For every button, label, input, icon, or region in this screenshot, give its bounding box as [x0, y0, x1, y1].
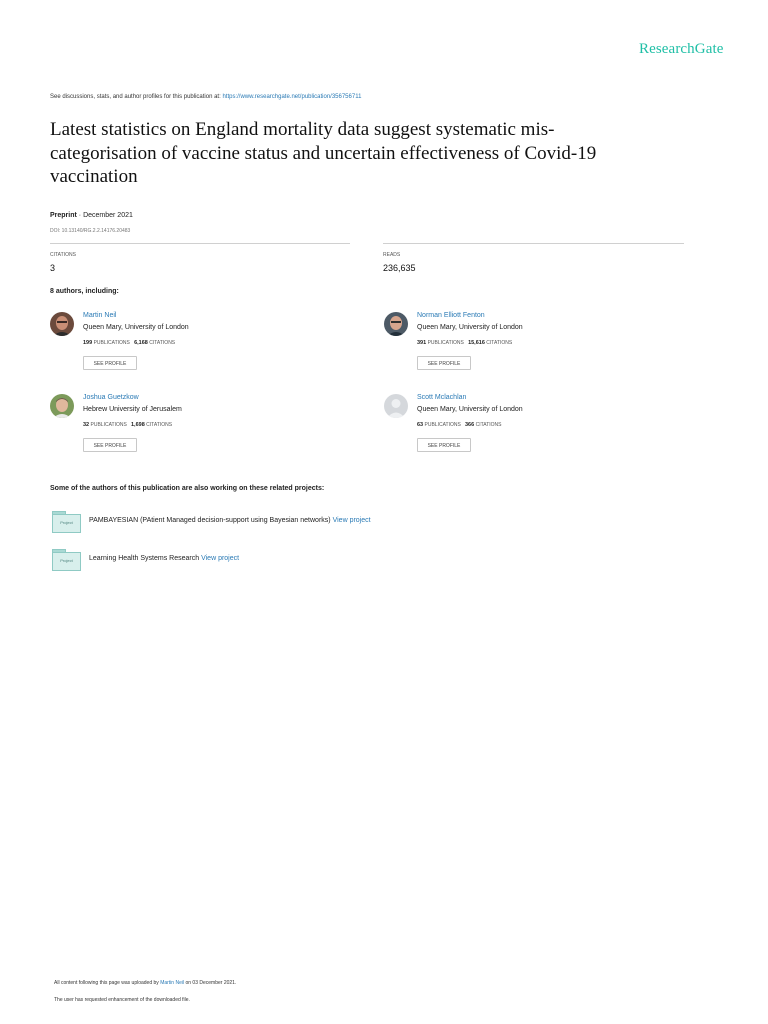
author-citations-label: CITATIONS [475, 422, 502, 428]
discussion-prefix: See discussions, stats, and author profiles for this publication at: [50, 94, 221, 100]
publication-meta [50, 212, 133, 219]
folder-icon [52, 511, 81, 533]
project-name: PAMBAYESIAN (PAtient Managed decision-support using Bayesian networks) [89, 517, 331, 524]
project-text [89, 517, 371, 524]
author-citations-label: CITATIONS [486, 340, 513, 346]
author-institution: Queen Mary, University of London [417, 324, 523, 331]
author-name-link[interactable]: Martin Neil [83, 312, 117, 319]
reads-label: READS [383, 252, 401, 258]
project-text [89, 555, 239, 562]
author-institution: Queen Mary, University of London [83, 324, 189, 331]
author-citations-label: CITATIONS [149, 340, 176, 346]
author-publications-count: 63 [417, 422, 424, 428]
divider-left [50, 243, 350, 244]
uploader-link[interactable]: Martin Neil [160, 980, 185, 986]
upload-note [54, 980, 236, 986]
see-profile-button[interactable]: SEE PROFILE [417, 438, 471, 452]
author-stats [417, 422, 502, 428]
author-citations-label: CITATIONS [146, 422, 173, 428]
author-publications-label: PUBLICATIONS [93, 340, 130, 346]
author-avatar-icon[interactable] [50, 312, 74, 336]
view-project-link[interactable]: View project [201, 555, 240, 562]
citations-count: 3 [50, 263, 56, 273]
projects-heading: Some of the authors of this publication are also working on these related projects: [50, 485, 325, 492]
folder-icon [52, 549, 81, 571]
author-publications-count: 391 [417, 340, 427, 346]
author-card [384, 394, 684, 464]
author-name-link[interactable]: Norman Elliott Fenton [417, 312, 485, 319]
publication-url-link[interactable]: https://www.researchgate.net/publication/356756711 [222, 94, 362, 100]
author-avatar-placeholder-icon[interactable] [384, 394, 408, 418]
publication-title: Latest statistics on England mortality data suggest systematic mis-categorisation of vaccine status and uncertain effectiveness of Covid-19 vaccination [50, 119, 597, 187]
author-citations-count: 366 [465, 422, 475, 428]
folder-label: Project [60, 558, 73, 563]
enhancement-note: The user has requested enhancement of the downloaded file. [54, 997, 190, 1003]
project-item [52, 511, 652, 535]
author-publications-label: PUBLICATIONS [90, 422, 127, 428]
author-card [384, 312, 684, 382]
author-card [50, 394, 350, 464]
author-name-link[interactable]: Joshua Guetzkow [83, 394, 139, 401]
author-citations-count: 15,616 [468, 340, 485, 346]
researchgate-logo[interactable]: ResearchGate [639, 41, 724, 57]
authors-heading: 8 authors, including: [50, 288, 119, 295]
see-profile-button[interactable]: SEE PROFILE [417, 356, 471, 370]
author-stats [417, 340, 512, 346]
reads-count: 236,635 [383, 263, 416, 273]
see-profile-button[interactable]: SEE PROFILE [83, 356, 137, 370]
author-institution: Hebrew University of Jerusalem [83, 406, 182, 413]
author-publications-label: PUBLICATIONS [427, 340, 464, 346]
author-card [50, 312, 350, 382]
author-avatar-icon[interactable] [50, 394, 74, 418]
citations-label: CITATIONS [50, 252, 76, 258]
view-project-link[interactable]: View project [332, 517, 371, 524]
author-citations-count: 1,698 [131, 422, 145, 428]
publication-type: Preprint [50, 212, 77, 219]
author-name-link[interactable]: Scott Mclachlan [417, 394, 467, 401]
author-institution: Queen Mary, University of London [417, 406, 523, 413]
author-avatar-icon[interactable] [384, 312, 408, 336]
publication-date: · December 2021 [78, 212, 133, 219]
publication-doi: DOI: 10.13140/RG.2.2.14176.20483 [50, 228, 131, 234]
upload-prefix: All content following this page was uploaded by [54, 980, 159, 986]
author-stats [83, 422, 172, 428]
author-stats [83, 340, 175, 346]
upload-suffix: on 03 December 2021. [185, 980, 237, 986]
see-profile-button[interactable]: SEE PROFILE [83, 438, 137, 452]
author-publications-label: PUBLICATIONS [424, 422, 461, 428]
discussion-line [50, 94, 361, 100]
divider-right [383, 243, 684, 244]
project-item [52, 549, 652, 573]
author-citations-count: 6,168 [134, 340, 148, 346]
author-publications-count: 32 [83, 422, 90, 428]
author-publications-count: 199 [83, 340, 93, 346]
project-name: Learning Health Systems Research [89, 555, 200, 562]
folder-label: Project [60, 520, 73, 525]
